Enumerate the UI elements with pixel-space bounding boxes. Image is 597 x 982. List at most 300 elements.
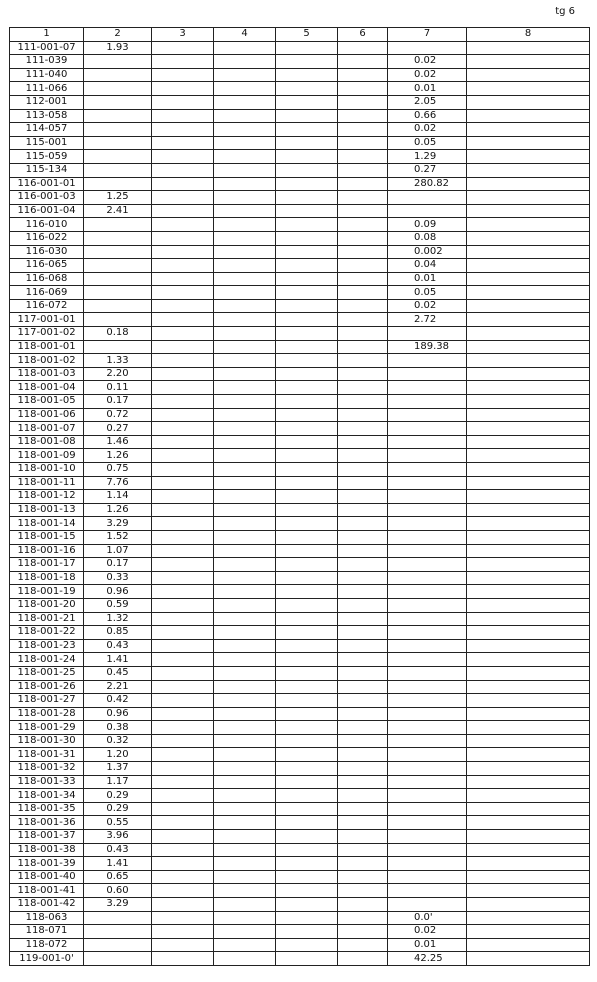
- empty-cell: [152, 82, 214, 96]
- empty-cell: [152, 653, 214, 667]
- empty-cell: [467, 503, 590, 517]
- empty-cell: [214, 734, 276, 748]
- empty-cell: [338, 748, 388, 762]
- table-row: [10, 952, 590, 966]
- empty-cell: [276, 857, 338, 871]
- column-7-cell: [388, 816, 467, 830]
- empty-cell: [214, 694, 276, 708]
- code-cell: 118-001-39: [10, 857, 84, 871]
- empty-cell: [467, 259, 590, 273]
- empty-cell: [467, 55, 590, 69]
- empty-cell: [338, 136, 388, 150]
- empty-cell: [276, 653, 338, 667]
- column-7-cell: [388, 734, 467, 748]
- empty-cell: [338, 82, 388, 96]
- code-cell: 118-001-30: [10, 734, 84, 748]
- empty-cell: [338, 490, 388, 504]
- empty-cell: [276, 218, 338, 232]
- empty-cell: [467, 367, 590, 381]
- empty-cell: [152, 789, 214, 803]
- column-2-cell: 0.33: [84, 571, 152, 585]
- empty-cell: [338, 163, 388, 177]
- empty-cell: [467, 884, 590, 898]
- column-2-cell: 0.29: [84, 789, 152, 803]
- empty-cell: [276, 463, 338, 477]
- column-2-cell: 3.29: [84, 898, 152, 912]
- column-7-cell: 0.05: [388, 286, 467, 300]
- code-cell: 111-039: [10, 55, 84, 69]
- empty-cell: [467, 490, 590, 504]
- empty-cell: [152, 598, 214, 612]
- column-7-cell: [388, 598, 467, 612]
- column-header: 1: [10, 28, 84, 42]
- empty-cell: [152, 530, 214, 544]
- empty-cell: [467, 218, 590, 232]
- code-cell: 118-072: [10, 938, 84, 952]
- empty-cell: [152, 870, 214, 884]
- column-7-cell: [388, 639, 467, 653]
- column-2-cell: 3.96: [84, 830, 152, 844]
- empty-cell: [152, 422, 214, 436]
- empty-cell: [338, 857, 388, 871]
- code-cell: 118-001-32: [10, 762, 84, 776]
- empty-cell: [214, 245, 276, 259]
- empty-cell: [467, 857, 590, 871]
- empty-cell: [467, 680, 590, 694]
- code-cell: 118-001-12: [10, 490, 84, 504]
- empty-cell: [214, 204, 276, 218]
- empty-cell: [276, 340, 338, 354]
- empty-cell: [214, 476, 276, 490]
- empty-cell: [467, 381, 590, 395]
- column-2-cell: 0.60: [84, 884, 152, 898]
- empty-cell: [467, 762, 590, 776]
- empty-cell: [338, 408, 388, 422]
- column-7-cell: [388, 408, 467, 422]
- empty-cell: [214, 857, 276, 871]
- table-row: [10, 109, 590, 123]
- column-7-cell: 0.04: [388, 259, 467, 273]
- empty-cell: [152, 503, 214, 517]
- empty-cell: [338, 109, 388, 123]
- empty-cell: [214, 517, 276, 531]
- empty-cell: [338, 259, 388, 273]
- empty-cell: [338, 177, 388, 191]
- column-7-cell: [388, 762, 467, 776]
- empty-cell: [152, 490, 214, 504]
- empty-cell: [276, 435, 338, 449]
- empty-cell: [276, 95, 338, 109]
- empty-cell: [467, 435, 590, 449]
- column-7-cell: 0.05: [388, 136, 467, 150]
- empty-cell: [338, 517, 388, 531]
- empty-cell: [467, 530, 590, 544]
- empty-cell: [338, 218, 388, 232]
- empty-cell: [276, 870, 338, 884]
- column-2-cell: [84, 82, 152, 96]
- empty-cell: [214, 571, 276, 585]
- column-header: 3: [152, 28, 214, 42]
- column-2-cell: [84, 177, 152, 191]
- empty-cell: [152, 286, 214, 300]
- empty-cell: [152, 231, 214, 245]
- empty-cell: [214, 666, 276, 680]
- empty-cell: [152, 449, 214, 463]
- column-7-cell: 0.02: [388, 299, 467, 313]
- table-row: [10, 598, 590, 612]
- empty-cell: [214, 585, 276, 599]
- empty-cell: [214, 340, 276, 354]
- empty-cell: [214, 150, 276, 164]
- column-7-cell: [388, 884, 467, 898]
- empty-cell: [338, 55, 388, 69]
- empty-cell: [152, 680, 214, 694]
- column-2-cell: [84, 286, 152, 300]
- column-2-cell: 0.42: [84, 694, 152, 708]
- column-7-cell: [388, 707, 467, 721]
- table-row: [10, 530, 590, 544]
- column-7-cell: [388, 680, 467, 694]
- code-cell: 116-068: [10, 272, 84, 286]
- empty-cell: [152, 218, 214, 232]
- empty-cell: [338, 884, 388, 898]
- table-row: [10, 857, 590, 871]
- empty-cell: [338, 95, 388, 109]
- empty-cell: [467, 694, 590, 708]
- empty-cell: [276, 789, 338, 803]
- column-7-cell: [388, 843, 467, 857]
- empty-cell: [214, 639, 276, 653]
- code-cell: 118-001-31: [10, 748, 84, 762]
- column-2-cell: [84, 299, 152, 313]
- column-2-cell: [84, 340, 152, 354]
- empty-cell: [338, 830, 388, 844]
- code-cell: 119-001-0': [10, 952, 84, 966]
- empty-cell: [467, 802, 590, 816]
- code-cell: 112-001: [10, 95, 84, 109]
- empty-cell: [214, 259, 276, 273]
- empty-cell: [276, 503, 338, 517]
- code-cell: 118-001-15: [10, 530, 84, 544]
- empty-cell: [152, 41, 214, 55]
- code-cell: 118-001-22: [10, 626, 84, 640]
- empty-cell: [276, 884, 338, 898]
- empty-cell: [214, 191, 276, 205]
- column-2-cell: [84, 150, 152, 164]
- empty-cell: [214, 82, 276, 96]
- empty-cell: [467, 598, 590, 612]
- empty-cell: [152, 435, 214, 449]
- column-2-cell: 1.25: [84, 191, 152, 205]
- column-2-cell: 0.43: [84, 639, 152, 653]
- code-cell: 118-001-26: [10, 680, 84, 694]
- empty-cell: [467, 721, 590, 735]
- code-cell: 114-057: [10, 123, 84, 137]
- column-2-cell: 2.21: [84, 680, 152, 694]
- table-row: [10, 163, 590, 177]
- column-2-cell: 1.93: [84, 41, 152, 55]
- column-7-cell: 0.02: [388, 925, 467, 939]
- column-7-cell: 0.002: [388, 245, 467, 259]
- code-cell: 116-065: [10, 259, 84, 273]
- empty-cell: [338, 123, 388, 137]
- column-2-cell: 0.72: [84, 408, 152, 422]
- empty-cell: [214, 626, 276, 640]
- empty-cell: [338, 530, 388, 544]
- column-2-cell: [84, 952, 152, 966]
- table-row: [10, 843, 590, 857]
- empty-cell: [276, 721, 338, 735]
- column-7-cell: 0.66: [388, 109, 467, 123]
- column-2-cell: 0.55: [84, 816, 152, 830]
- empty-cell: [338, 299, 388, 313]
- empty-cell: [338, 558, 388, 572]
- header-row: [10, 28, 590, 42]
- empty-cell: [214, 775, 276, 789]
- empty-cell: [276, 707, 338, 721]
- code-cell: 116-022: [10, 231, 84, 245]
- empty-cell: [214, 843, 276, 857]
- empty-cell: [276, 354, 338, 368]
- empty-cell: [214, 299, 276, 313]
- column-2-cell: 0.85: [84, 626, 152, 640]
- code-cell: 118-001-28: [10, 707, 84, 721]
- empty-cell: [338, 286, 388, 300]
- column-2-cell: 0.38: [84, 721, 152, 735]
- empty-cell: [338, 925, 388, 939]
- empty-cell: [338, 476, 388, 490]
- table-row: [10, 55, 590, 69]
- empty-cell: [467, 476, 590, 490]
- empty-cell: [338, 612, 388, 626]
- table-row: [10, 327, 590, 341]
- column-7-cell: [388, 857, 467, 871]
- empty-cell: [467, 830, 590, 844]
- column-7-cell: [388, 626, 467, 640]
- empty-cell: [338, 707, 388, 721]
- empty-cell: [214, 163, 276, 177]
- code-cell: 118-001-37: [10, 830, 84, 844]
- empty-cell: [214, 422, 276, 436]
- empty-cell: [152, 367, 214, 381]
- empty-cell: [214, 911, 276, 925]
- column-7-cell: 0.01: [388, 938, 467, 952]
- empty-cell: [338, 422, 388, 436]
- empty-cell: [338, 68, 388, 82]
- table-row: [10, 177, 590, 191]
- code-cell: 118-001-21: [10, 612, 84, 626]
- column-2-cell: [84, 911, 152, 925]
- empty-cell: [467, 272, 590, 286]
- column-7-cell: [388, 898, 467, 912]
- empty-cell: [276, 367, 338, 381]
- empty-cell: [152, 313, 214, 327]
- empty-cell: [467, 408, 590, 422]
- column-2-cell: 1.26: [84, 449, 152, 463]
- table-row: [10, 136, 590, 150]
- empty-cell: [152, 109, 214, 123]
- column-2-cell: [84, 231, 152, 245]
- empty-cell: [152, 95, 214, 109]
- column-2-cell: [84, 938, 152, 952]
- code-cell: 115-134: [10, 163, 84, 177]
- code-cell: 118-001-06: [10, 408, 84, 422]
- column-header: 6: [338, 28, 388, 42]
- code-cell: 118-001-38: [10, 843, 84, 857]
- empty-cell: [276, 449, 338, 463]
- empty-cell: [467, 734, 590, 748]
- column-2-cell: 0.96: [84, 707, 152, 721]
- empty-cell: [338, 598, 388, 612]
- table-row: [10, 490, 590, 504]
- table-row: [10, 789, 590, 803]
- empty-cell: [276, 313, 338, 327]
- empty-cell: [276, 245, 338, 259]
- column-7-cell: [388, 517, 467, 531]
- column-2-cell: 1.32: [84, 612, 152, 626]
- code-cell: 118-001-07: [10, 422, 84, 436]
- empty-cell: [338, 354, 388, 368]
- empty-cell: [276, 925, 338, 939]
- empty-cell: [467, 231, 590, 245]
- empty-cell: [338, 313, 388, 327]
- empty-cell: [276, 136, 338, 150]
- table-row: [10, 231, 590, 245]
- empty-cell: [467, 707, 590, 721]
- empty-cell: [467, 204, 590, 218]
- column-7-cell: [388, 449, 467, 463]
- code-cell: 111-066: [10, 82, 84, 96]
- column-2-cell: [84, 109, 152, 123]
- table-row: [10, 449, 590, 463]
- table-row: [10, 191, 590, 205]
- empty-cell: [276, 530, 338, 544]
- column-7-cell: [388, 748, 467, 762]
- table-row: [10, 245, 590, 259]
- code-cell: 118-001-20: [10, 598, 84, 612]
- empty-cell: [467, 463, 590, 477]
- empty-cell: [276, 843, 338, 857]
- code-cell: 118-001-04: [10, 381, 84, 395]
- empty-cell: [276, 816, 338, 830]
- empty-cell: [276, 639, 338, 653]
- table-row: [10, 286, 590, 300]
- empty-cell: [152, 925, 214, 939]
- empty-cell: [214, 218, 276, 232]
- empty-cell: [276, 694, 338, 708]
- empty-cell: [338, 721, 388, 735]
- code-cell: 118-001-36: [10, 816, 84, 830]
- empty-cell: [152, 721, 214, 735]
- column-2-cell: 0.96: [84, 585, 152, 599]
- empty-cell: [338, 952, 388, 966]
- empty-cell: [214, 327, 276, 341]
- empty-cell: [152, 762, 214, 776]
- empty-cell: [152, 938, 214, 952]
- empty-cell: [467, 177, 590, 191]
- code-cell: 118-001-17: [10, 558, 84, 572]
- empty-cell: [467, 123, 590, 137]
- empty-cell: [152, 830, 214, 844]
- column-7-cell: 2.05: [388, 95, 467, 109]
- empty-cell: [338, 449, 388, 463]
- column-2-cell: 0.59: [84, 598, 152, 612]
- column-2-cell: [84, 925, 152, 939]
- empty-cell: [338, 653, 388, 667]
- empty-cell: [338, 150, 388, 164]
- empty-cell: [214, 816, 276, 830]
- empty-cell: [338, 367, 388, 381]
- table-row: [10, 707, 590, 721]
- code-cell: 118-001-40: [10, 870, 84, 884]
- empty-cell: [214, 938, 276, 952]
- empty-cell: [152, 639, 214, 653]
- column-7-cell: [388, 612, 467, 626]
- empty-cell: [338, 898, 388, 912]
- empty-cell: [467, 653, 590, 667]
- table-row: [10, 666, 590, 680]
- table-row: [10, 653, 590, 667]
- empty-cell: [467, 286, 590, 300]
- empty-cell: [276, 802, 338, 816]
- column-7-cell: [388, 721, 467, 735]
- table-row: [10, 748, 590, 762]
- column-7-cell: [388, 476, 467, 490]
- table-row: [10, 884, 590, 898]
- table-row: [10, 272, 590, 286]
- empty-cell: [276, 259, 338, 273]
- table-row: [10, 734, 590, 748]
- empty-cell: [214, 490, 276, 504]
- code-cell: 118-001-08: [10, 435, 84, 449]
- empty-cell: [338, 435, 388, 449]
- empty-cell: [338, 694, 388, 708]
- column-7-cell: 42.25: [388, 952, 467, 966]
- empty-cell: [214, 830, 276, 844]
- empty-cell: [338, 843, 388, 857]
- table-row: [10, 259, 590, 273]
- empty-cell: [152, 626, 214, 640]
- column-7-cell: [388, 354, 467, 368]
- table-row: [10, 313, 590, 327]
- empty-cell: [214, 435, 276, 449]
- empty-cell: [152, 857, 214, 871]
- empty-cell: [276, 177, 338, 191]
- table-row: [10, 435, 590, 449]
- column-2-cell: 0.65: [84, 870, 152, 884]
- column-2-cell: 0.17: [84, 395, 152, 409]
- empty-cell: [214, 503, 276, 517]
- empty-cell: [276, 381, 338, 395]
- empty-cell: [214, 313, 276, 327]
- empty-cell: [152, 707, 214, 721]
- data-table: [9, 27, 590, 966]
- empty-cell: [214, 408, 276, 422]
- empty-cell: [338, 395, 388, 409]
- empty-cell: [338, 762, 388, 776]
- column-7-cell: 1.29: [388, 150, 467, 164]
- empty-cell: [276, 191, 338, 205]
- empty-cell: [152, 463, 214, 477]
- empty-cell: [467, 898, 590, 912]
- empty-cell: [214, 68, 276, 82]
- empty-cell: [276, 938, 338, 952]
- empty-cell: [467, 150, 590, 164]
- empty-cell: [152, 245, 214, 259]
- table-row: [10, 68, 590, 82]
- empty-cell: [214, 95, 276, 109]
- empty-cell: [214, 41, 276, 55]
